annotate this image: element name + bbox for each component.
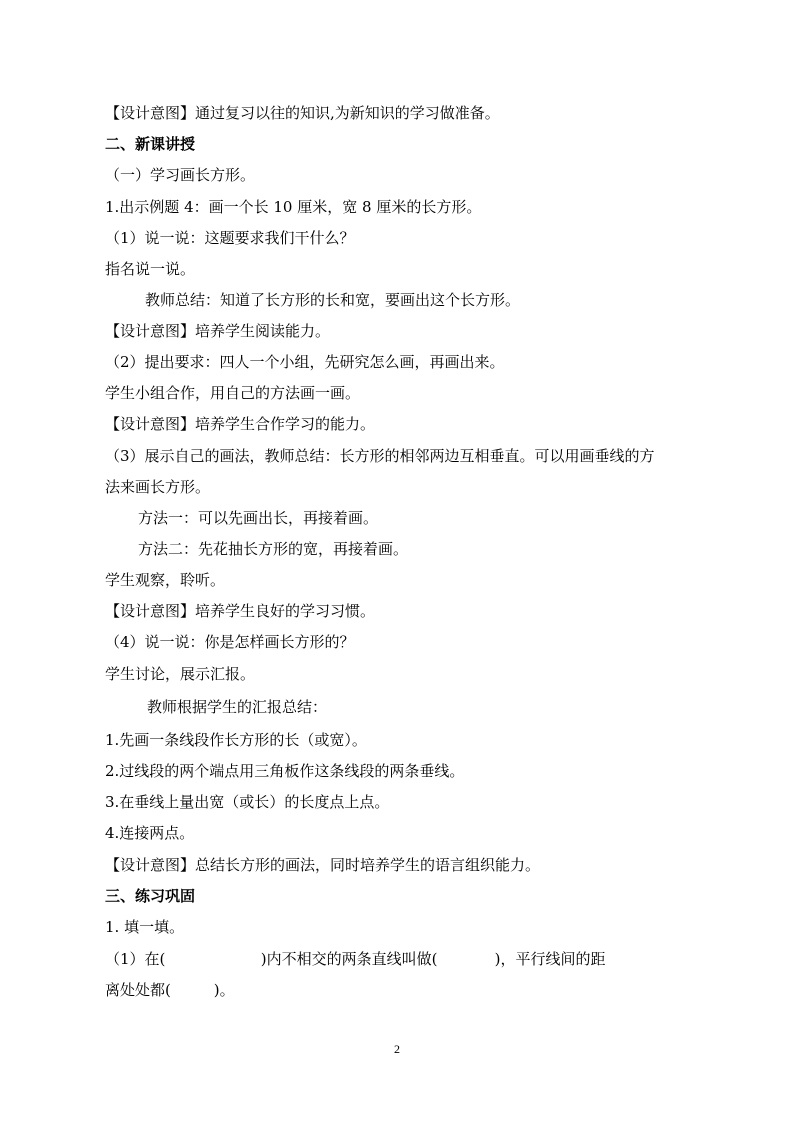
summary-step-1: 1.先画一条线段作长方形的长（或宽）。 <box>105 731 367 749</box>
teacher-summary-2: 教师根据学生的汇报总结： <box>147 698 328 716</box>
page-number: 2 <box>394 1042 400 1056</box>
step-1-discuss: （1）说一说：这题要求我们干什么？ <box>105 229 355 247</box>
exercise-fill-in: 1. 填一填。 <box>105 918 185 936</box>
teacher-summary-1: 教师总结：知道了长方形的长和宽，要画出这个长方形。 <box>145 291 521 309</box>
step-4-discuss: （4）说一说：你是怎样画长方形的？ <box>105 633 355 651</box>
summary-step-3: 3.在垂线上量出宽（或长）的长度点上点。 <box>105 793 390 811</box>
section-heading-new-lesson: 二、新课讲授 <box>105 135 196 153</box>
step-3-continued: 法来画长方形。 <box>105 478 211 496</box>
students-discuss: 学生讨论，展示汇报。 <box>105 665 256 683</box>
example-4-task: 1.出示例题 4：画一个长 10 厘米，宽 8 厘米的长方形。 <box>105 198 482 216</box>
method-two: 方法二：先花抽长方形的宽，再接着画。 <box>138 540 409 558</box>
design-intent-habits: 【设计意图】培养学生良好的学习习惯。 <box>105 602 376 620</box>
exercise-question-1-continued: 离处处都( )。 <box>105 981 235 999</box>
group-cooperation: 学生小组合作，用自己的方法画一画。 <box>105 384 361 402</box>
students-observe: 学生观察，聆听。 <box>105 571 226 589</box>
design-intent-cooperation: 【设计意图】培养学生合作学习的能力。 <box>105 415 376 433</box>
exercise-question-1: （1）在( )内不相交的两条直线叫做( )，平行线间的距 <box>105 950 606 968</box>
step-3-show-method: （3）展示自己的画法，教师总结：长方形的相邻两边互相垂直。可以用画垂线的方 <box>105 447 655 465</box>
method-one: 方法一：可以先画出长，再接着画。 <box>138 509 379 527</box>
call-on-students: 指名说一说。 <box>105 260 196 278</box>
design-intent-reading: 【设计意图】培养学生阅读能力。 <box>105 322 331 340</box>
design-intent-language: 【设计意图】总结长方形的画法，同时培养学生的语言组织能力。 <box>105 856 541 874</box>
subsection-draw-rectangle: （一）学习画长方形。 <box>105 166 256 184</box>
design-intent-review: 【设计意图】通过复习以往的知识,为新知识的学习做准备。 <box>105 104 500 122</box>
summary-step-4: 4.连接两点。 <box>105 824 195 842</box>
step-2-requirement: （2）提出要求：四人一个小组，先研究怎么画，再画出来。 <box>105 353 505 371</box>
section-heading-practice: 三、练习巩固 <box>105 887 196 905</box>
summary-step-2: 2.过线段的两个端点用三角板作这条线段的两条垂线。 <box>105 762 465 780</box>
